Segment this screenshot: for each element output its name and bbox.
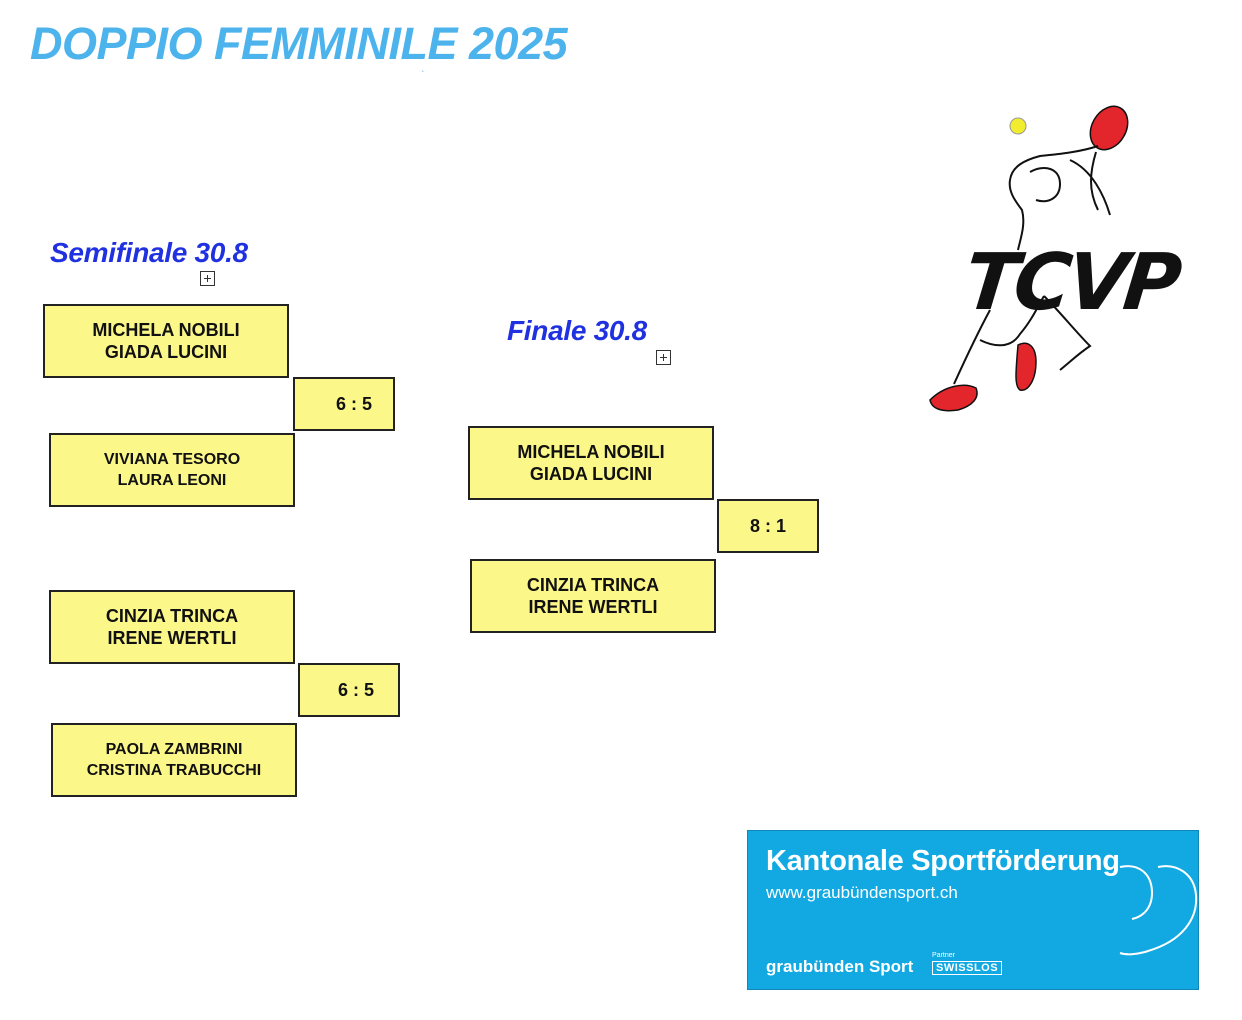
sponsor-title: Kantonale Sportförderung — [766, 845, 1120, 877]
player-name: CINZIA TRINCA — [526, 575, 660, 595]
player-name: PAOLA ZAMBRINI — [105, 741, 243, 758]
sponsor-banner[interactable] — [747, 830, 1199, 990]
final-team-2 — [470, 559, 716, 633]
semifinal-2-score — [298, 663, 400, 717]
player-name: CINZIA TRINCA — [105, 606, 239, 626]
sponsor-partner-label: Partner — [932, 952, 955, 959]
semifinal-2-team-2 — [51, 723, 297, 797]
player-name: MICHELA NOBILI — [517, 442, 665, 462]
semifinal-2-team-1 — [49, 590, 295, 664]
final-score — [717, 499, 819, 553]
final-team-1 — [468, 426, 714, 500]
semifinal-1-score — [293, 377, 395, 431]
semifinal-1-team-1 — [43, 304, 289, 378]
sponsor-brand: graubünden Sport — [766, 957, 914, 976]
club-logo-text: TCVP — [960, 238, 1182, 328]
expand-icon[interactable] — [200, 271, 215, 286]
final-title: Finale 30.8 — [507, 315, 647, 346]
sponsor-partner-logo: SWISSLOS — [932, 961, 1002, 975]
page-title: DOPPIO FEMMINILE 2025 — [30, 18, 568, 69]
player-name: IRENE WERTLI — [528, 597, 658, 617]
stray-mark: ` — [421, 70, 425, 81]
player-name: CRISTINA TRABUCCHI — [86, 762, 262, 779]
player-name: MICHELA NOBILI — [92, 320, 240, 340]
player-name: LAURA LEONI — [117, 472, 227, 489]
player-name: VIVIANA TESORO — [103, 451, 241, 468]
score-value: 8 : 1 — [749, 515, 787, 536]
expand-icon[interactable] — [656, 350, 671, 365]
player-name: GIADA LUCINI — [529, 464, 653, 484]
score-value: 6 : 5 — [337, 679, 375, 700]
sponsor-url[interactable]: www.graubündensport.ch — [766, 883, 958, 902]
player-name: IRENE WERTLI — [107, 628, 237, 648]
club-logo — [920, 100, 1182, 420]
semifinal-1-team-2 — [49, 433, 295, 507]
semifinal-title: Semifinale 30.8 — [50, 237, 248, 268]
score-value: 6 : 5 — [335, 393, 373, 414]
sponsor-mark-icon — [1118, 859, 1198, 969]
player-name: GIADA LUCINI — [104, 342, 228, 362]
